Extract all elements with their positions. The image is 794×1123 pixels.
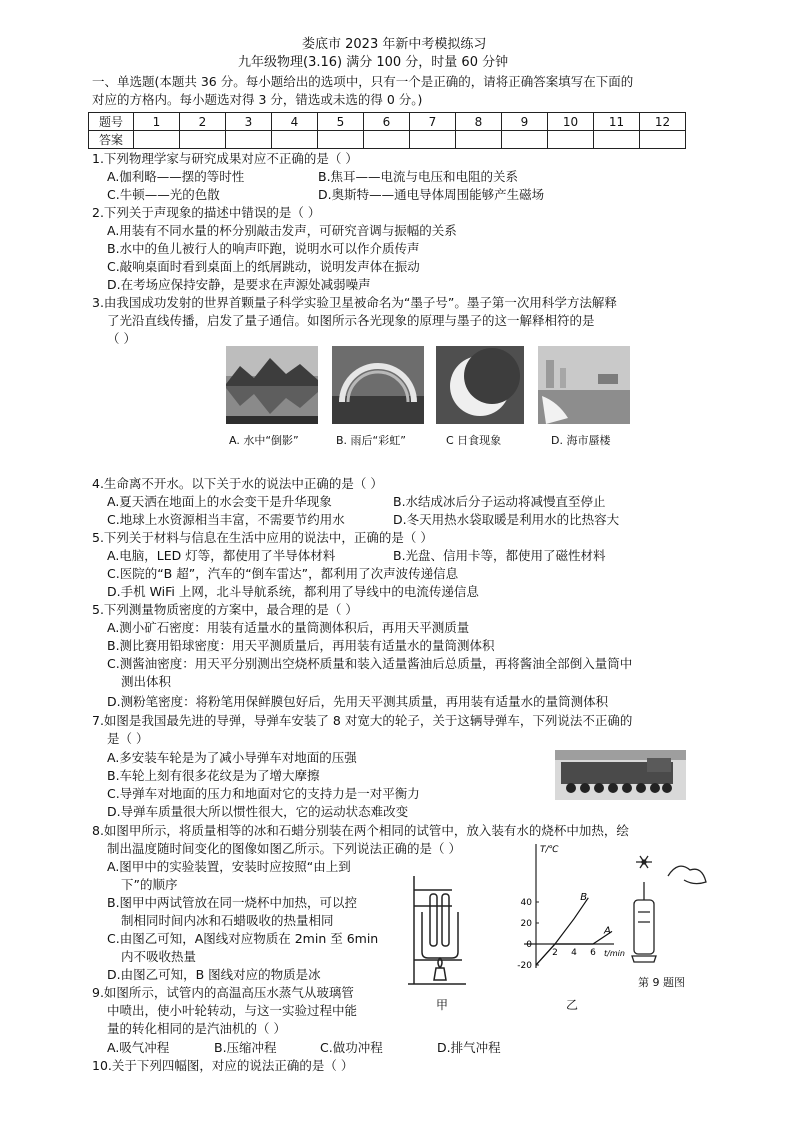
q3-photo-rainbow <box>332 346 424 424</box>
graph-y-tick-label: -20 <box>517 961 532 971</box>
answer-table-answer-label: 答案 <box>89 131 134 149</box>
graph-series-label: A <box>604 925 611 937</box>
q6-option-d: D.测粉笔密度：将粉笔用保鲜膜包好后，先用天平测其质量，再用装有适量水的量筒测体积 <box>107 694 609 709</box>
q6-option-c-line2: 测出体积 <box>121 674 172 689</box>
answer-cell[interactable] <box>318 131 364 149</box>
q8-stem-line2: 制出温度随时间变化的图像如图乙所示。下列说法正确的是（ ） <box>107 841 461 856</box>
q5-option-b: B.光盘、信用卡等，都使用了磁性材料 <box>393 548 606 563</box>
q8-option-b-line1: B.图甲中两试管放在同一烧杯中加热，可以控 <box>107 895 358 910</box>
q9-stem-line2: 中喷出，使小叶轮转动，与这一实验过程中能 <box>107 1003 358 1018</box>
q8-option-a-line2: 下”的顺序 <box>121 877 178 892</box>
answer-cell[interactable] <box>364 131 410 149</box>
q1-option-d: D.奥斯特——通电导体周围能够产生磁场 <box>318 187 545 202</box>
answer-table-number: 11 <box>594 113 640 131</box>
q1-option-c: C.牛顿——光的色散 <box>107 187 220 202</box>
q2-stem: 2.下列关于声现象的描述中错误的是（ ） <box>92 205 321 220</box>
q8-figure-yi-label: 乙 <box>566 998 579 1012</box>
q6-option-c-line1: C.测酱油密度：用天平分别测出空烧杯质量和装入适量酱油后总质量，再将酱油全部倒入量筒中 <box>107 656 633 671</box>
graph-x-axis-label: t/min <box>604 949 625 958</box>
answer-table-number-row <box>89 113 686 131</box>
q2-option-b: B.水中的鱼儿被行人的响声吓跑，说明水可以作介质传声 <box>107 241 420 256</box>
q5-option-c: C.医院的“B 超”，汽车的“倒车雷达”，都利用了次声波传递信息 <box>107 566 459 581</box>
answer-table-number: 12 <box>640 113 686 131</box>
q3-stem-line1: 3.由我国成功发射的世界首颗量子科学实验卫星被命名为“墨子号”。墨子第一次用科学方法解释 <box>92 295 617 310</box>
graph-y-tick-label: 40 <box>520 898 532 908</box>
q9-stem-line3: 量的转化相同的是汽油机的（ ） <box>107 1021 286 1036</box>
q6-stem: 5.下列测量物质密度的方案中，最合理的是（ ） <box>92 602 358 617</box>
answer-table-number: 9 <box>502 113 548 131</box>
q5-option-a: A.电脑，LED 灯等，都使用了半导体材料 <box>107 548 336 563</box>
q7-option-d: D.导弹车质量很大所以惯性很大，它的运动状态难改变 <box>107 804 409 819</box>
q7-option-b: B.车轮上刻有很多花纹是为了增大摩擦 <box>107 768 320 783</box>
q9-stem-line1: 9.如图所示，试管内的高温高压水蒸气从玻璃管 <box>92 985 354 1000</box>
answer-table-number-label: 题号 <box>89 113 134 131</box>
q4-stem: 4.生命离不开水。以下关于水的说法中正确的是（ ） <box>92 476 383 491</box>
answer-table-number: 4 <box>272 113 318 131</box>
q9-option-c: C.做功冲程 <box>320 1040 383 1055</box>
q7-photo-missile-vehicle <box>555 750 686 800</box>
q3-caption-a: A. 水中“倒影” <box>229 434 299 447</box>
graph-y-tick-label: 20 <box>520 919 532 929</box>
q10-stem: 10.关于下列四幅图，对应的说法正确的是（ ） <box>92 1058 354 1073</box>
q4-option-c: C.地球上水资源相当丰富，不需要节约用水 <box>107 512 345 527</box>
q4-option-d: D.冬天用热水袋取暖是利用水的比热容大 <box>393 512 620 527</box>
section-instruction-line2: 对应的方格内。每小题选对得 3 分，错选或未选的得 0 分。) <box>92 92 423 107</box>
q7-option-a: A.多安装车轮是为了减小导弹车对地面的压强 <box>107 750 357 765</box>
q3-caption-c: C 日食现象 <box>446 434 502 447</box>
q9-option-a: A.吸气冲程 <box>107 1040 170 1055</box>
answer-cell[interactable] <box>272 131 318 149</box>
q3-caption-d: D. 海市蜃楼 <box>551 434 611 447</box>
answer-cell[interactable] <box>226 131 272 149</box>
answer-cell[interactable] <box>456 131 502 149</box>
answer-cell[interactable] <box>640 131 686 149</box>
q6-option-b: B.测比赛用铅球密度：用天平测质量后，再用装有适量水的量筒测体积 <box>107 638 495 653</box>
graph-series-label: B <box>580 891 588 903</box>
answer-table-number: 7 <box>410 113 456 131</box>
q2-option-d: D.在考场应保持安静，是要求在声源处减弱噪声 <box>107 277 371 292</box>
graph-x-tick-label: 4 <box>571 948 577 958</box>
q8-option-d: D.由图乙可知，B 图线对应的物质是冰 <box>107 967 321 982</box>
graph-y-tick-label: 0 <box>526 940 532 950</box>
answer-table-number: 2 <box>180 113 226 131</box>
answer-cell[interactable] <box>594 131 640 149</box>
answer-cell[interactable] <box>502 131 548 149</box>
answer-table-number: 8 <box>456 113 502 131</box>
q8-option-c-line2: 内不吸收热量 <box>121 949 197 964</box>
q5-option-d: D.手机 WiFi 上网，北斗导航系统，都利用了导线中的电流传递信息 <box>107 584 479 599</box>
q3-stem-line3: （ ） <box>107 331 136 346</box>
section-instruction-line1: 一、单选题(本题共 36 分。每小题给出的选项中，只有一个是正确的，请将正确答案填写在下面的 <box>92 74 634 89</box>
q9-option-b: B.压缩冲程 <box>214 1040 277 1055</box>
q7-option-c: C.导弹车对地面的压力和地面对它的支持力是一对平衡力 <box>107 786 420 801</box>
answer-table-number: 10 <box>548 113 594 131</box>
q8-stem-line1: 8.如图甲所示，将质量相等的冰和石蜡分别装在两个相同的试管中，放入装有水的烧杯中加热，绘 <box>92 823 629 838</box>
answer-cell[interactable] <box>410 131 456 149</box>
q3-caption-b: B. 雨后“彩虹” <box>336 434 406 447</box>
answer-table-number: 5 <box>318 113 364 131</box>
q7-stem-line1: 7.如图是我国最先进的导弹，导弹车安装了 8 对宽大的轮子，关于这辆导弹车，下列说法不正确的 <box>92 713 633 728</box>
answer-table-number: 6 <box>364 113 410 131</box>
answer-cell[interactable] <box>548 131 594 149</box>
answer-table-number: 3 <box>226 113 272 131</box>
q7-stem-line2: 是（ ） <box>107 731 149 746</box>
q4-option-a: A.夏天洒在地面上的水会变干是升华现象 <box>107 494 332 509</box>
q2-option-a: A.用装有不同水量的杯分别敲击发声，可研究音调与振幅的关系 <box>107 223 457 238</box>
q9-steam-turbine-diagram <box>628 852 712 970</box>
q3-photo-reflection <box>226 346 318 424</box>
q2-option-c: C.敲响桌面时看到桌面上的纸屑跳动，说明发声体在振动 <box>107 259 420 274</box>
q8-option-c-line1: C.由图乙可知，A图线对应物质在 2min 至 6min <box>107 931 379 946</box>
q6-option-a: A.测小矿石密度：用装有适量水的量筒测体积后，再用天平测质量 <box>107 620 470 635</box>
exam-title: 娄底市 2023 年新中考模拟练习 <box>302 37 487 52</box>
q8-apparatus-diagram <box>406 872 468 990</box>
q1-option-b: B.焦耳——电流与电压和电阻的关系 <box>318 169 519 184</box>
answer-cell[interactable] <box>180 131 226 149</box>
q8-option-a-line1: A.图甲中的实验装置，安装时应按照“由上到 <box>107 859 351 874</box>
graph-x-tick-label: 6 <box>590 948 596 958</box>
q5-stem: 5.下列关于材料与信息在生活中应用的说法中，正确的是（ ） <box>92 530 433 545</box>
q3-stem-line2: 了光沿直线传播，启发了量子通信。如图所示各光现象的原理与墨子的这一解释相符的是 <box>107 313 595 328</box>
exam-subtitle: 九年级物理(3.16) 满分 100 分，时量 60 分钟 <box>238 55 509 70</box>
q8-temperature-graph <box>506 840 625 972</box>
graph-y-axis-label: T/℃ <box>540 845 559 855</box>
graph-series-line-b <box>536 898 588 965</box>
q3-photo-eclipse <box>436 346 524 424</box>
answer-table-answer-row <box>89 131 686 149</box>
q8-option-b-line2: 制相同时间内冰和石蜡吸收的热量相同 <box>121 913 334 928</box>
q9-figure-caption: 第 9 题图 <box>638 976 685 989</box>
answer-table-number: 1 <box>134 113 180 131</box>
answer-table <box>88 112 686 149</box>
q1-stem: 1.下列物理学家与研究成果对应不正确的是（ ） <box>92 151 358 166</box>
q3-photo-mirage <box>538 346 630 424</box>
graph-x-tick-label: 2 <box>552 948 558 958</box>
q4-option-b: B.水结成冰后分子运动将减慢直至停止 <box>393 494 606 509</box>
q8-figure-jia-label: 甲 <box>436 998 449 1012</box>
q9-option-d: D.排气冲程 <box>437 1040 501 1055</box>
answer-cell[interactable] <box>134 131 180 149</box>
q1-option-a: A.伽利略——摆的等时性 <box>107 169 245 184</box>
